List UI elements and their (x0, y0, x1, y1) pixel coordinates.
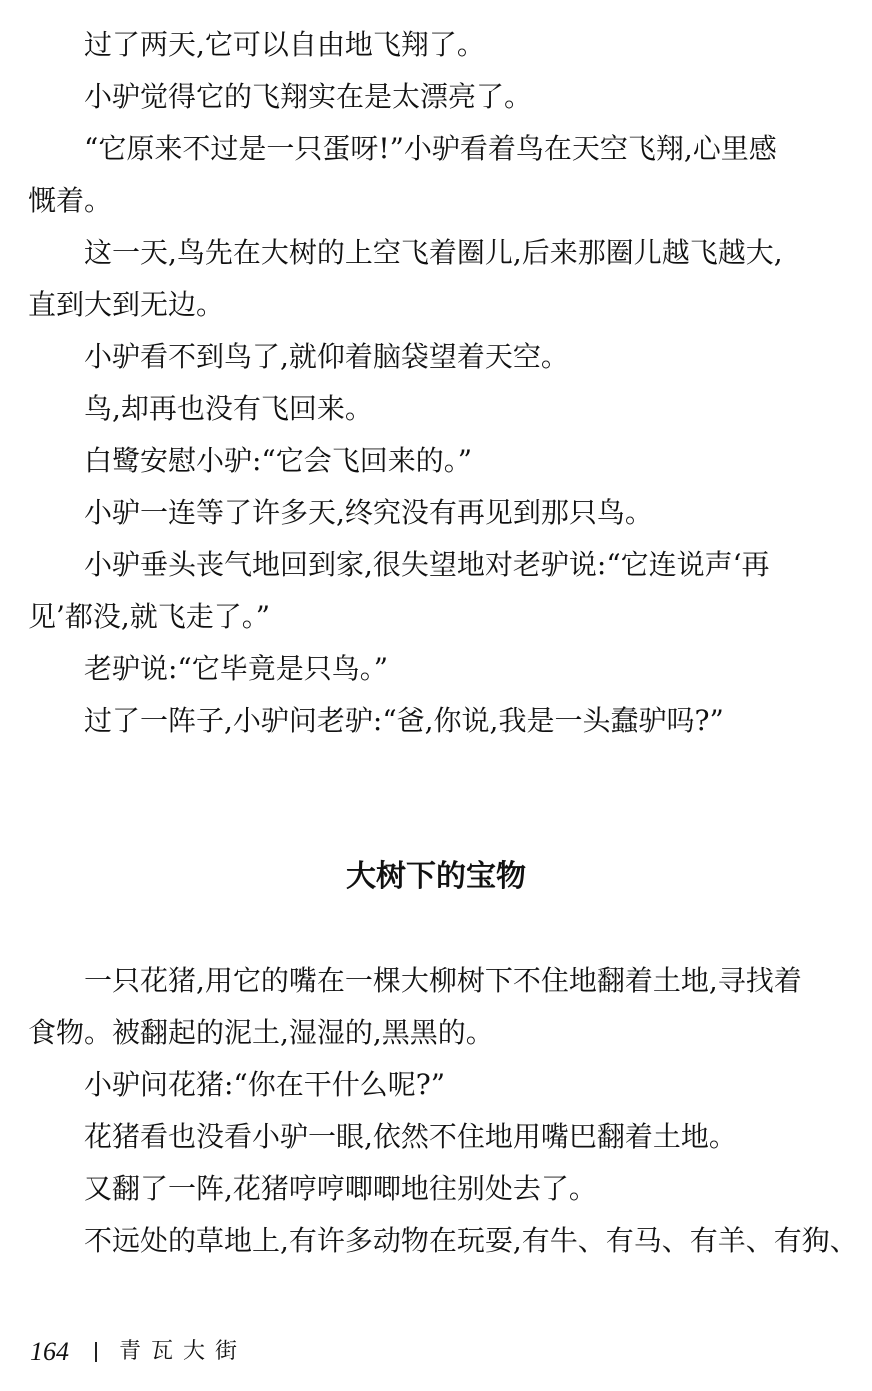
paragraph (28, 1163, 858, 1215)
text-line: “它原来不过是一只蛋呀!”小驴看着鸟在天空飞翔,心里感 (84, 132, 777, 165)
section-body-1 (28, 19, 858, 747)
text-line: 白鹭安慰小驴:“它会飞回来的。” (84, 444, 473, 477)
page-number: 164 (30, 1337, 69, 1366)
chapter-title: 大树下的宝物 (346, 859, 526, 894)
paragraph (28, 71, 858, 123)
paragraph (28, 435, 858, 487)
text-line: 老驴说:“它毕竟是只鸟。” (84, 652, 389, 685)
text-line: 小驴看不到鸟了,就仰着脑袋望着天空。 (84, 340, 569, 373)
text-line: 小驴一连等了许多天,终究没有再见到那只鸟。 (84, 496, 653, 529)
paragraph (28, 955, 858, 1059)
text-line: 小驴觉得它的飞翔实在是太漂亮了。 (84, 80, 533, 113)
text-line: 一只花猪,用它的嘴在一棵大柳树下不住地翻着土地,寻找着 (84, 964, 802, 997)
page-footer (30, 1334, 247, 1370)
paragraph (28, 331, 858, 383)
paragraph (28, 1215, 858, 1267)
text-line: 小驴问花猪:“你在干什么呢?” (84, 1068, 446, 1101)
footer-divider (95, 1342, 97, 1362)
paragraph (28, 227, 858, 331)
text-line: 食物。被翻起的泥土,湿湿的,黑黑的。 (28, 1016, 494, 1049)
text-line: 过了两天,它可以自由地飞翔了。 (84, 28, 485, 61)
paragraph (28, 123, 858, 227)
paragraph (28, 1111, 858, 1163)
text-line: 又翻了一阵,花猪哼哼唧唧地往别处去了。 (84, 1172, 597, 1205)
text-line: 花猪看也没看小驴一眼,依然不住地用嘴巴翻着土地。 (84, 1120, 737, 1153)
text-line: 直到大到无边。 (28, 288, 225, 321)
text-line: 不远处的草地上,有许多动物在玩耍,有牛、有马、有羊、有狗、 (84, 1224, 858, 1257)
text-line: 慨着。 (28, 184, 113, 217)
text-line: 这一天,鸟先在大树的上空飞着圈儿,后来那圈儿越飞越大, (84, 236, 783, 269)
text-line: 见’都没,就飞走了。” (28, 600, 271, 633)
paragraph (28, 643, 858, 695)
text-line: 鸟,却再也没有飞回来。 (84, 392, 373, 425)
paragraph (28, 695, 858, 747)
paragraph (28, 487, 858, 539)
text-line: 过了一阵子,小驴问老驴:“爸,你说,我是一头蠢驴吗?” (84, 704, 724, 737)
paragraph (28, 1059, 858, 1111)
paragraph (28, 19, 858, 71)
text-line: 小驴垂头丧气地回到家,很失望地对老驴说:“它连说声‘再 (84, 548, 770, 581)
paragraph (28, 383, 858, 435)
book-title: 青瓦大街 (119, 1339, 248, 1364)
section-body-2 (28, 955, 858, 1267)
paragraph (28, 539, 858, 643)
